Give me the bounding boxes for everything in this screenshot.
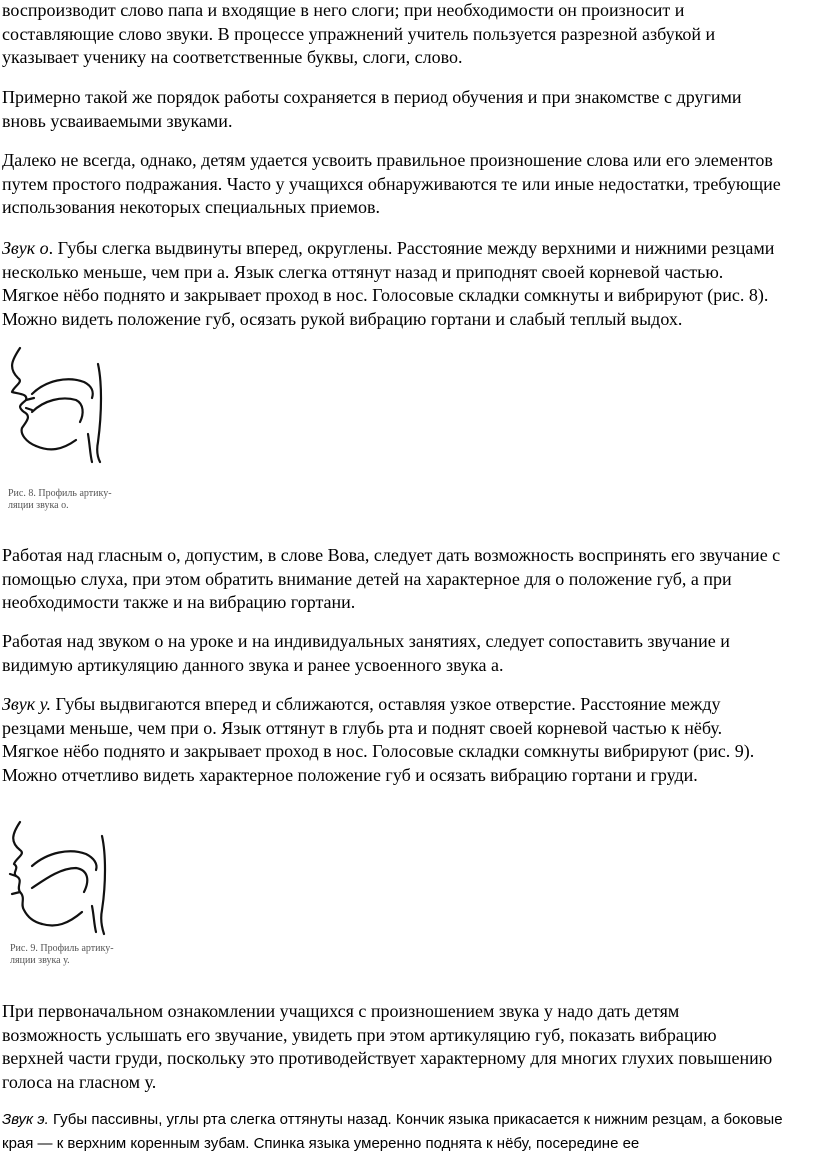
text-line — [2, 237, 816, 261]
sound-heading: Звук у. — [2, 694, 51, 714]
paragraph-5 — [2, 544, 816, 615]
text-line: края — к верхним коренным зубам. Спинка языка умеренно поднята к нёбу, посередине ее — [2, 1135, 640, 1152]
text-line: необходимости также и на вибрацию гортани. — [2, 592, 356, 612]
text-line: несколько меньше, чем при а. Язык слегка оттянут назад и приподнят своей корневой частью. — [2, 261, 724, 282]
text-line: голоса на гласном у. — [2, 1071, 157, 1092]
articulation-profile-image — [4, 818, 124, 936]
sound-heading: Звук э. — [2, 1111, 49, 1128]
articulation-profile-image — [2, 342, 122, 464]
text-line: указывает ученику на соответственные буквы, слоги, слово. — [2, 47, 463, 67]
caption-line: Рис. 9. Профиль артику- — [10, 943, 114, 954]
text-line: Можно видеть положение губ, осязать рукой вибрацию гортани и слабый теплый выдох. — [2, 308, 683, 329]
text-line: помощью слуха, при этом обратить внимание детей на характерное для о положение губ, а при — [2, 568, 732, 589]
paragraph-3 — [2, 149, 816, 220]
text-line: возможность услышать его звучание, увидеть при этом артикуляцию губ, показать вибрацию — [2, 1024, 717, 1045]
figure-9-articulation-profile — [4, 818, 124, 936]
text-line: использования некоторых специальных приемов. — [2, 197, 381, 217]
text-line: Работая над гласным о, допустим, в слове Вова, следует дать возможность воспринять его звучание с — [2, 545, 781, 565]
text-fragment: Губы выдвигаются вперед и сближаются, оставляя узкое отверстие. Расстояние между — [51, 694, 721, 714]
caption-line: ляции звука о. — [8, 500, 69, 511]
paragraph-sound-e — [2, 1108, 816, 1156]
text-line: При первоначальном ознакомлении учащихся с произношением звука у надо дать детям — [2, 1001, 680, 1021]
caption-line: ляции звука у. — [10, 955, 70, 966]
text-line: Мягкое нёбо поднято и закрывает проход в нос. Голосовые складки сомкнуты вибрируют (рис. 9). — [2, 741, 755, 761]
text-line — [2, 1108, 816, 1132]
text-line: видимую артикуляцию данного звука и ранее усвоенного звука а. — [2, 654, 504, 675]
text-fragment: . Губы слегка выдвинуты вперед, округлены. Расстояние между верхними и нижними резцами — [48, 238, 775, 258]
text-line: вновь усваиваемыми звуками. — [2, 110, 233, 131]
paragraph-6 — [2, 630, 816, 677]
text-line: резцами меньше, чем при о. Язык оттянут в глубь рта и поднят своей корневой частью к нёбу. — [2, 717, 723, 738]
sound-heading: Звук о — [2, 238, 49, 258]
paragraph-sound-o — [2, 237, 816, 331]
text-line: Работая над звуком о на уроке и на индивидуальных занятиях, следует сопоставить звучание и — [2, 631, 730, 651]
figure-8-articulation-profile — [2, 342, 122, 464]
text-line: путем простого подражания. Часто у учащихся обнаруживаются те или иные недостатки, требующие — [2, 173, 781, 194]
text-line: Мягкое нёбо поднято и закрывает проход в нос. Голосовые складки сомкнуты и вибрируют (рис. 8). — [2, 285, 769, 305]
text-fragment: Губы пассивны, углы рта слегка оттянуты назад. Кончик языка прикасается к нижним резцам, а боковые — [48, 1111, 783, 1128]
text-line: воспроизводит слово папа и входящие в него слоги; при необходимости он произносит и — [2, 0, 685, 20]
text-line: верхней части груди, поскольку это противодействует характерному для многих глухих повышению — [2, 1048, 773, 1068]
figure-8-caption — [8, 488, 112, 512]
paragraph-1 — [2, 0, 816, 70]
caption-line: Рис. 8. Профиль артику- — [8, 488, 112, 499]
text-line: Далеко не всегда, однако, детям удается усвоить правильное произношение слова или его элементов — [2, 150, 773, 170]
text-line — [2, 693, 816, 717]
text-line: Примерно такой же порядок работы сохраняется в период обучения и при знакомстве с другими — [2, 87, 742, 107]
text-line: составляющие слово звуки. В процессе упражнений учитель пользуется разрезной азбукой и — [2, 23, 716, 44]
paragraph-2 — [2, 86, 816, 133]
paragraph-sound-u — [2, 693, 816, 787]
paragraph-8 — [2, 1000, 816, 1094]
figure-9-caption — [10, 943, 114, 967]
text-line: Можно отчетливо видеть характерное положение губ и осязать вибрацию гортани и груди. — [2, 764, 698, 785]
